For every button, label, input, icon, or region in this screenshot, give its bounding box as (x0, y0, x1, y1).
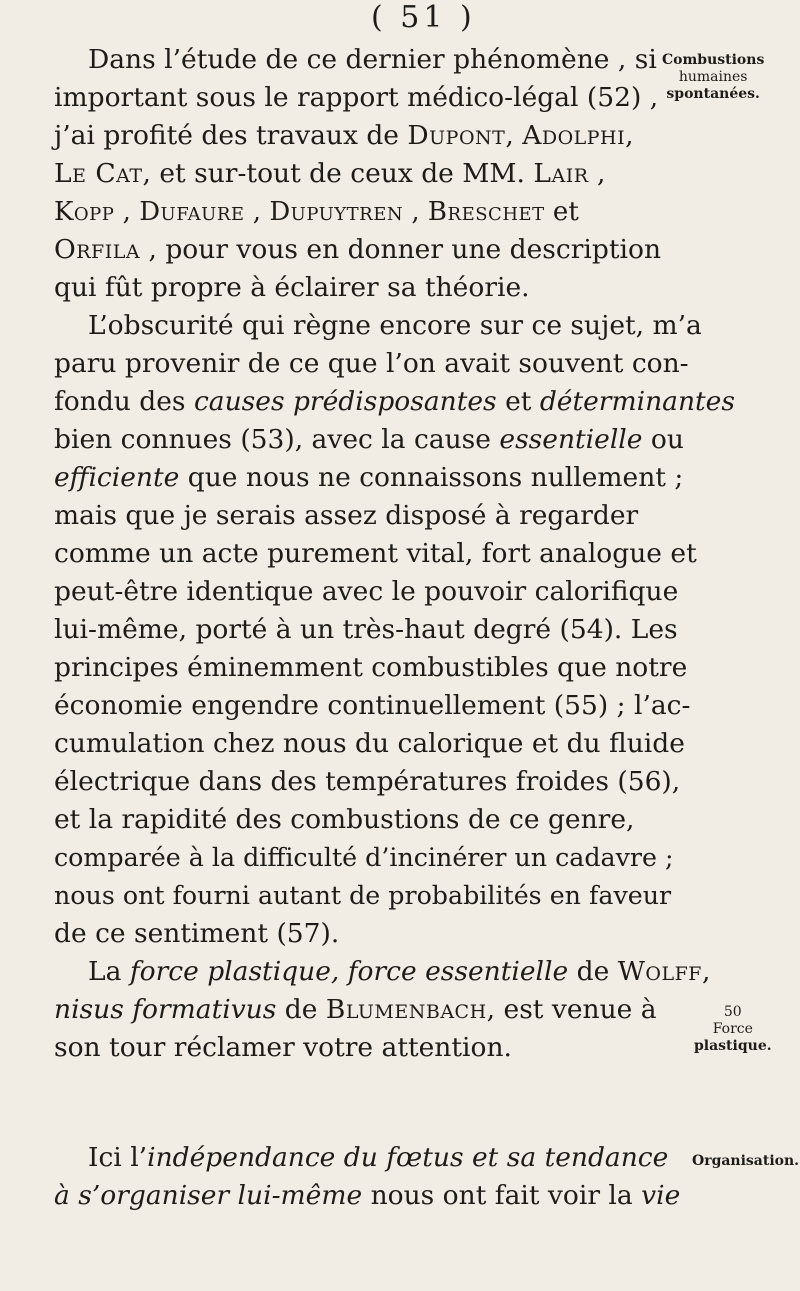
author-name: Blumenbach (325, 994, 487, 1025)
italic-term: à s’organiser lui-même (54, 1180, 363, 1211)
text-run: fondu des (54, 386, 194, 417)
text-line (54, 574, 678, 610)
italic-term: vie (641, 1180, 681, 1211)
author-name: Breschet (427, 197, 545, 227)
author-name: Dupuytren (269, 197, 404, 227)
page-number: ( 51 ) (371, 0, 476, 35)
text-run: et (496, 386, 540, 417)
text-line (54, 422, 684, 458)
italic-term: efficiente (54, 462, 180, 493)
text-run: bien connues (53), avec la cause (54, 424, 500, 455)
italic-term: causes prédisposantes (193, 386, 497, 417)
text-run: Ici l’ (88, 1142, 148, 1173)
text-run: peut-être identique avec le pouvoir calorifique (54, 576, 679, 607)
text-run: j’ai profité des travaux de (54, 120, 408, 151)
margin-note-line: Force (712, 1021, 753, 1037)
text-line (88, 308, 702, 344)
text-run: , (403, 197, 428, 227)
text-run: La (88, 956, 130, 987)
author-name: Lair (533, 158, 589, 189)
author-name: Kopp (54, 197, 115, 227)
text-run: , pour vous en donner une description (140, 234, 662, 265)
text-line (54, 346, 689, 382)
author-name: Dufaure (139, 197, 245, 227)
text-line (54, 118, 634, 154)
text-run: , (588, 158, 606, 189)
text-line (54, 840, 674, 876)
text-line (54, 802, 634, 838)
margin-note-number: 50 (723, 1004, 742, 1020)
text-line (88, 42, 657, 78)
text-run: et la rapidité des combustions de ce genre, (54, 804, 635, 835)
text-run: nous ont fait voir la (362, 1180, 642, 1211)
text-run: de (276, 994, 326, 1025)
text-line (54, 384, 735, 420)
author-name: Dupont (407, 120, 506, 151)
margin-note-line: Combustions (662, 52, 765, 68)
author-name: Le Cat (54, 158, 143, 189)
margin-note-force (694, 1004, 772, 1055)
text-line (54, 688, 690, 724)
text-run: comme un acte purement vital, fort analogue et (54, 538, 697, 569)
text-line (54, 1030, 512, 1066)
italic-term: déterminantes (539, 386, 735, 417)
text-run: L’obscurité qui règne encore sur ce sujet, m’a (88, 310, 702, 341)
text-line (88, 1140, 668, 1176)
text-line (54, 726, 685, 762)
margin-note-combustions (662, 52, 764, 103)
text-run: son tour réclamer votre attention. (54, 1032, 512, 1063)
author-name: Adolphi (522, 120, 626, 151)
margin-note-line: plastique. (694, 1038, 772, 1054)
text-run: , (625, 120, 634, 151)
text-run: , (114, 197, 140, 227)
text-run: électrique dans des températures froides (56), (54, 766, 681, 797)
text-line (54, 460, 683, 496)
text-line (54, 1178, 680, 1214)
text-run: et (544, 197, 579, 227)
margin-note-line: Organisation. (692, 1153, 800, 1169)
text-line (54, 536, 697, 572)
text-line (54, 916, 339, 952)
text-run: important sous le rapport médico-légal (52) , (54, 82, 659, 113)
text-run: cumulation chez nous du calorique et du fluide (54, 728, 685, 759)
text-run: , (505, 120, 523, 151)
text-run: de ce sentiment (57). (54, 918, 340, 949)
italic-term: nisus formativus (54, 994, 277, 1025)
italic-term: essentielle (499, 424, 643, 455)
text-line (54, 764, 680, 800)
text-run: qui fût propre à éclairer sa théorie. (54, 272, 530, 303)
margin-note-line: humaines (678, 69, 748, 85)
italic-term: indépendance du fœtus et sa tendance (147, 1142, 669, 1173)
text-line (54, 992, 657, 1028)
text-line (54, 270, 530, 306)
text-run: , (244, 197, 270, 227)
text-run: paru provenir de ce que l’on avait souvent con- (54, 348, 689, 379)
text-run: principes éminemment combustibles que notre (54, 652, 688, 683)
text-line (54, 498, 638, 534)
text-line (54, 650, 687, 686)
margin-note-organisation (692, 1153, 799, 1170)
margin-note-line: spontanées. (666, 86, 760, 102)
text-run: , et sur-tout de ceux de MM. (142, 158, 534, 189)
italic-term: force plastique, force essentielle (129, 956, 569, 987)
text-run: lui-même, porté à un très-haut degré (54). Les (54, 614, 678, 645)
text-line (54, 232, 661, 268)
text-run: , (702, 956, 711, 987)
text-run: mais que je serais assez disposé à regarder (54, 500, 639, 531)
text-run: , est venue à (486, 994, 657, 1025)
author-name: Orfila (54, 234, 141, 265)
text-line (54, 156, 605, 192)
text-line (54, 80, 658, 116)
text-run: de (568, 956, 618, 987)
text-run: que nous ne connaissons nullement ; (179, 462, 684, 493)
text-run: Dans l’étude de ce dernier phénomène , si (88, 44, 657, 75)
text-run: ou (642, 424, 684, 455)
text-line (54, 612, 678, 648)
text-line (88, 954, 710, 990)
text-run: économie engendre continuellement (55) ; l’ac- (54, 690, 691, 721)
text-line (54, 878, 671, 914)
text-line (54, 194, 579, 230)
author-name: Wolff (617, 956, 702, 987)
text-run: nous ont fourni autant de probabilités en faveur (54, 881, 672, 910)
text-run: comparée à la difficulté d’incinérer un cadavre ; (54, 843, 674, 872)
